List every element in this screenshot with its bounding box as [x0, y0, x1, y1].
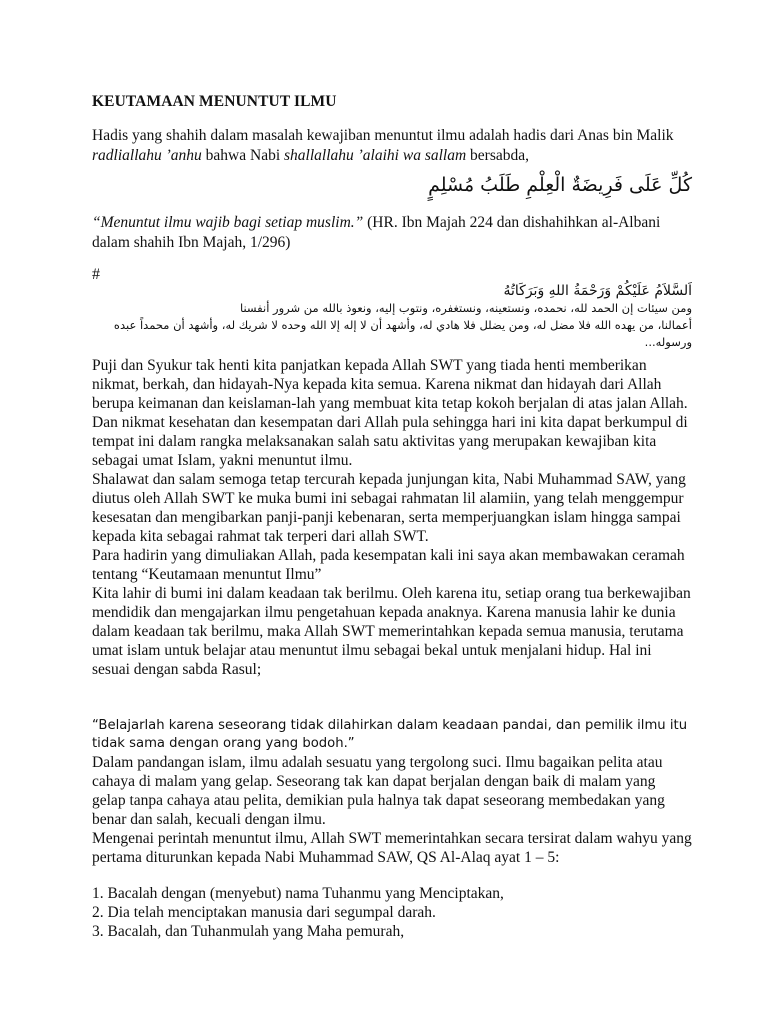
spacer: [92, 867, 692, 884]
hadith-quote: “Belajarlah karena seseorang tidak dilahirkan dalam keadaan pandai, dan pemilik ilmu itu tidak sama dengan orang yang bodoh.”: [92, 718, 688, 751]
document-title: KEUTAMAAN MENUNTUT ILMU: [92, 93, 337, 110]
spacer: [92, 679, 692, 717]
translation-source: (HR. Ibn Majah 224 dan dishahihkan al-Albani dalam shahih Ibn Majah, 1/296): [92, 214, 661, 251]
body-paragraph: Puji dan Syukur tak henti kita panjatkan kepada Allah SWT yang tiada henti memberikan nikmat, berkah, dan hidayah-Nya kepada kita semua. Karena nikmat dan hidayah dari Allah berupa keimanan dan keislaman-lah yang membuat kita tetap kokoh berjalan di atas jalan Allah. Dan nikmat kesehatan dan kesempatan dari Allah pula sehingga hari ini kita dapat berkumpul di tempat ini dalam rangka melaksanakan salah satu aktivitas yang merupakan kewajiban kita sebagai umat Islam, yakni menuntut ilmu.: [92, 357, 688, 469]
body-text: [92, 356, 692, 941]
intro-radliallahu: radliallahu ’anhu: [92, 146, 202, 164]
hadith-arabic: كُلِّ عَلَى فَرِيضَةٌ الْعِلْمِ طَلَبُ مُسْلِمٍ: [428, 174, 692, 196]
list-item: 1. Bacalah dengan (menyebut) nama Tuhanmu yang Menciptakan,: [92, 885, 504, 902]
hash-mark: #: [92, 266, 100, 283]
list-item: 2. Dia telah menciptakan manusia dari segumpal darah.: [92, 904, 436, 921]
arabic-line-4: ورسوله...: [644, 335, 692, 349]
list-item: 3. Bacalah, dan Tuhanmulah yang Maha pemurah,: [92, 923, 405, 940]
translation-italic: “Menuntut ilmu wajib bagi setiap muslim.”: [92, 214, 364, 231]
intro-shallallahu: shallallahu ’alaihi wa sallam: [284, 146, 467, 164]
intro-text-1: Hadis yang shahih dalam masalah kewajiban menuntut ilmu adalah hadis dari Anas bin Malik: [92, 127, 674, 144]
translation-paragraph: [92, 213, 692, 252]
intro-text-2: bahwa Nabi: [201, 146, 285, 164]
arabic-line-2: ومن سيئات إن الحمد لله، نحمده، ونستعينه، ونستغفره، ونتوب إليه، ونعوذ بالله من شرور أنفسنا: [239, 301, 692, 315]
body-paragraph: Para hadirin yang dimuliakan Allah, pada kesempatan kali ini saya akan membawakan ceramah tentang “Keutamaan menuntut Ilmu”: [92, 547, 685, 583]
intro-text-3: bersabda,: [466, 146, 529, 164]
body-paragraph: Dalam pandangan islam, ilmu adalah sesuatu yang tergolong suci. Ilmu bagaikan pelita atau cahaya di malam yang gelap. Seseorang tak kan dapat berjalan dengan baik di malam yang gelap tanpa cahaya atau pelita, demikian pula halnya tak dapat seseorang membedakan yang benar dan salah, kecuali dengan ilmu.: [92, 754, 665, 828]
arabic-line-3: أعمالنا، من يهده الله فلا مضل له، ومن يضلل فلا هادي له، وأشهد أن لا إله إلا الله وحده لا شريك له، وأشهد أن محمداً عبده: [113, 318, 692, 332]
body-paragraph: Mengenai perintah menuntut ilmu, Allah SWT memerintahkan secara tersirat dalam wahyu yang pertama diturunkan kepada Nabi Muhammad SAW, QS Al-Alaq ayat 1 – 5:: [92, 830, 692, 866]
intro-paragraph: [92, 126, 692, 165]
body-paragraph: Shalawat dan salam semoga tetap tercurah kepada junjungan kita, Nabi Muhammad SAW, yang diutus oleh Allah SWT ke muka bumi ini sebagai rahmatan lil alamiin, yang telah menggempur kesesatan dan mengibarkan panji-panji kebenaran, serta memperjuangkan islam hingga sampai kepada kita sebagai rahmat tak terperi dari allah SWT.: [92, 471, 686, 545]
body-paragraph: Kita lahir di bumi ini dalam keadaan tak berilmu. Oleh karena itu, setiap orang tua berkewajiban mendidik dan mengajarkan ilmu pengetahuan kepada anaknya. Karena manusia lahir ke dunia dalam keadaan tak berilmu, maka Allah SWT memerintahkan kepada semua manusia, terutama umat islam untuk belajar atau menuntut ilmu sebagai bekal untuk menjalani hidup. Hal ini sesuai dengan sabda Rasul;: [92, 585, 691, 678]
arabic-salam: اَلسَّلاَمُ عَلَيْكُمْ وَرَحْمَةُ اللهِ وَبَرَكَاتُهُ: [503, 283, 692, 299]
arabic-opening: [86, 283, 692, 351]
